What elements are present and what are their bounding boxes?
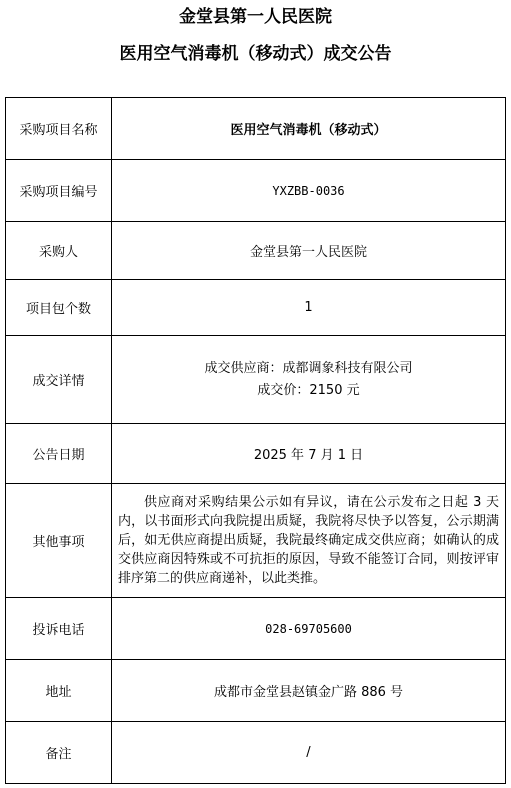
- price-line: 成交价：2150 元: [257, 382, 360, 398]
- row-label: 采购项目编号: [6, 160, 112, 222]
- announce-date-value: 2025 年 7 月 1 日: [112, 424, 506, 484]
- announcement-table: [5, 97, 506, 784]
- table-row-remarks: [6, 722, 506, 784]
- other-matters-text: 供应商对采购结果公示如有异议，请在公示发布之日起 3 天内，以书面形式向我院提出质疑，我院将尽快予以答复，公示期满后，如无供应商提出质疑，我院最终确定成交供应商；如确认的成交供应商因特殊或不可抗拒的原因，导致不能签订合同，则按评审排序第二的供应商递补，以此类推。: [118, 495, 499, 586]
- purchaser-value: 金堂县第一人民医院: [112, 222, 506, 280]
- row-label: 采购人: [6, 222, 112, 280]
- table-row-address: [6, 660, 506, 722]
- row-label: 成交详情: [6, 336, 112, 424]
- deal-details-value: [112, 336, 506, 424]
- project-code-value: YXZBB-0036: [112, 160, 506, 222]
- table-row-package-count: [6, 280, 506, 336]
- table-row-project-name: [6, 98, 506, 160]
- package-count-value: 1: [112, 280, 506, 336]
- address-value: 成都市金堂县赵镇金广路 886 号: [112, 660, 506, 722]
- hospital-name: 金堂县第一人民医院: [179, 7, 332, 27]
- other-matters-value: [112, 484, 506, 598]
- announcement-title: 医用空气消毒机（移动式）成交公告: [119, 44, 392, 64]
- complaint-phone-value: 028-69705600: [112, 598, 506, 660]
- table-row-other-matters: [6, 484, 506, 598]
- remarks-value: /: [112, 722, 506, 784]
- project-name-value: 医用空气消毒机（移动式）: [112, 98, 506, 160]
- row-label: 采购项目名称: [6, 98, 112, 160]
- table-row-deal-details: [6, 336, 506, 424]
- table-row-announce-date: [6, 424, 506, 484]
- row-label: 地址: [6, 660, 112, 722]
- row-label: 项目包个数: [6, 280, 112, 336]
- supplier-line: 成交供应商：成都调象科技有限公司: [204, 360, 413, 376]
- row-label: 公告日期: [6, 424, 112, 484]
- table-row-purchaser: [6, 222, 506, 280]
- row-label: 备注: [6, 722, 112, 784]
- row-label: 投诉电话: [6, 598, 112, 660]
- row-label: 其他事项: [6, 484, 112, 598]
- table-row-complaint-phone: [6, 598, 506, 660]
- table-row-project-code: [6, 160, 506, 222]
